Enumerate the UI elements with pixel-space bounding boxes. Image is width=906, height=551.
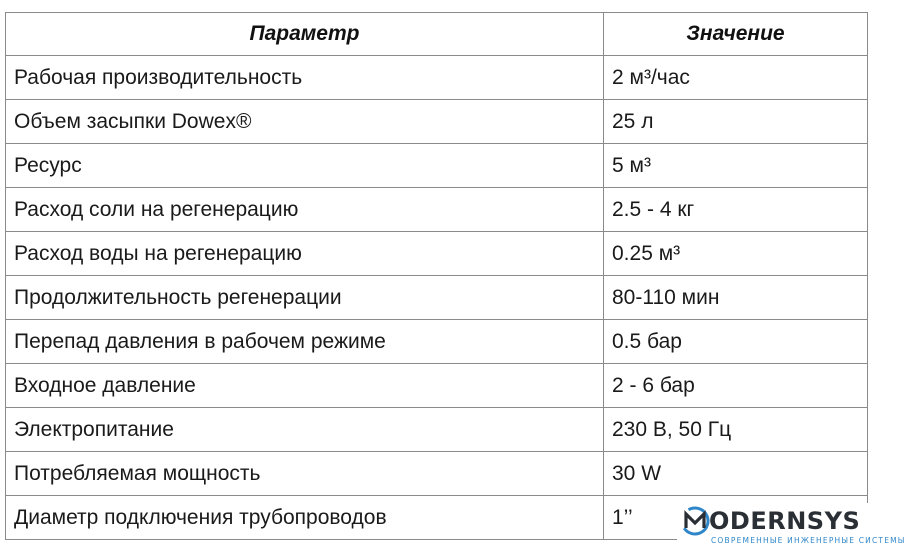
param-cell: Рабочая производительность bbox=[6, 56, 604, 100]
value-cell: 2 - 6 бар bbox=[604, 364, 868, 408]
param-cell: Расход соли на регенерацию bbox=[6, 188, 604, 232]
value-cell: 2.5 - 4 кг bbox=[604, 188, 868, 232]
header-value: Значение bbox=[604, 13, 868, 56]
value-cell: 2 м³/час bbox=[604, 56, 868, 100]
param-cell: Электропитание bbox=[6, 408, 604, 452]
table-row bbox=[6, 100, 868, 144]
watermark-brand: ODERNSYS bbox=[709, 507, 861, 535]
modernsys-m-logo-icon bbox=[679, 505, 713, 537]
header-parameter: Параметр bbox=[6, 13, 604, 56]
value-cell: 80-110 мин bbox=[604, 276, 868, 320]
table-row bbox=[6, 364, 868, 408]
value-cell: 25 л bbox=[604, 100, 868, 144]
table-row bbox=[6, 408, 868, 452]
param-cell: Входное давление bbox=[6, 364, 604, 408]
watermark-tagline: СОВРЕМЕННЫЕ ИНЖЕНЕРНЫЕ СИСТЕМЫ bbox=[711, 536, 906, 545]
value-cell: 230 В, 50 Гц bbox=[604, 408, 868, 452]
table-row bbox=[6, 56, 868, 100]
table-row bbox=[6, 232, 868, 276]
modernsys-watermark bbox=[677, 503, 906, 549]
value-cell: 0.5 бар bbox=[604, 320, 868, 364]
param-cell: Продолжительность регенерации bbox=[6, 276, 604, 320]
value-cell: 0.25 м³ bbox=[604, 232, 868, 276]
param-cell: Потребляемая мощность bbox=[6, 452, 604, 496]
param-cell: Ресурс bbox=[6, 144, 604, 188]
param-cell: Перепад давления в рабочем режиме bbox=[6, 320, 604, 364]
spec-table bbox=[5, 12, 868, 540]
param-cell: Расход воды на регенерацию bbox=[6, 232, 604, 276]
value-cell: 5 м³ bbox=[604, 144, 868, 188]
value-cell: 30 W bbox=[604, 452, 868, 496]
table-row bbox=[6, 144, 868, 188]
table-row bbox=[6, 276, 868, 320]
param-cell: Объем засыпки Dowex® bbox=[6, 100, 604, 144]
table-row bbox=[6, 320, 868, 364]
table-row bbox=[6, 452, 868, 496]
value-cell: 1’’ bbox=[604, 496, 868, 540]
param-cell: Диаметр подключения трубопроводов bbox=[6, 496, 604, 540]
table-header-row bbox=[6, 13, 868, 56]
table-row bbox=[6, 188, 868, 232]
